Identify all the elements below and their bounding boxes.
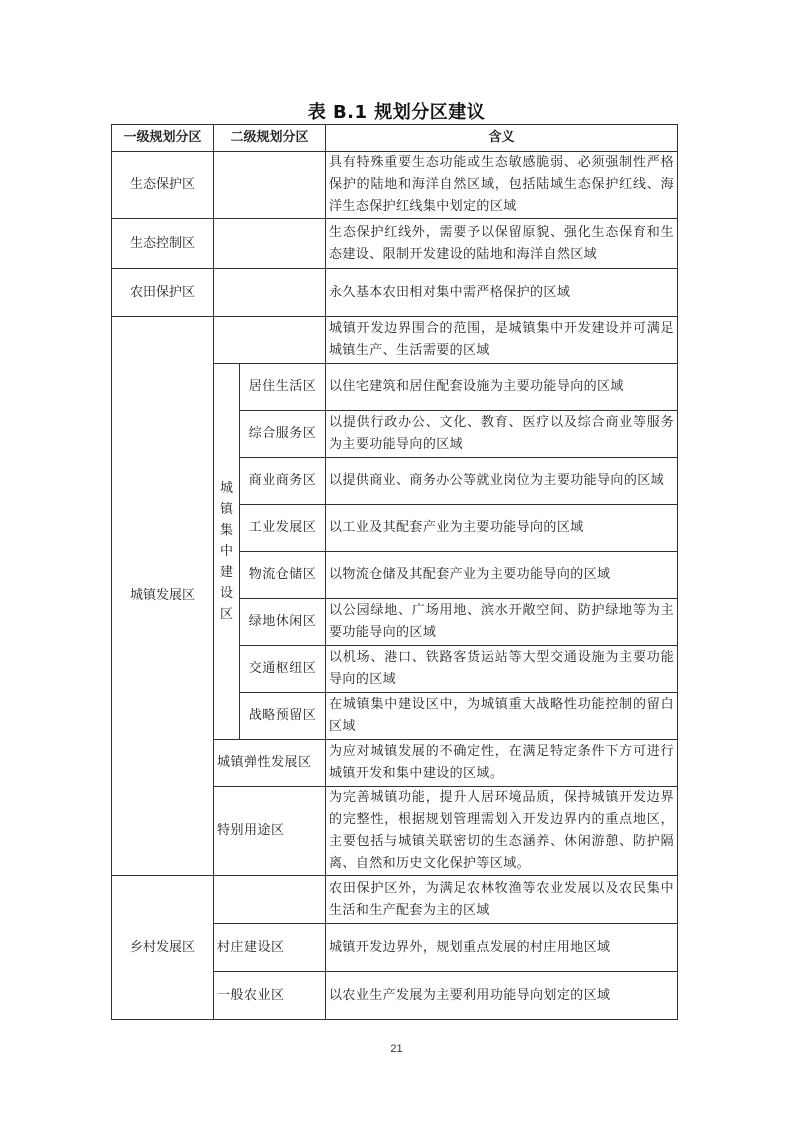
subzone-name: 工业发展区 [240,505,326,552]
description-cell: 以住宅建筑和居住配套设施为主要功能导向的区域 [326,364,678,411]
page-number: 21 [390,1043,403,1055]
description-cell: 城镇开发边界外，规划重点发展的村庄用地区域 [326,924,678,972]
description-cell: 农田保护区外，为满足农林牧渔等农业发展以及农民集中生活和生产配套为主的区域 [326,876,678,924]
description-cell: 具有特殊重要生态功能或生态敏感脆弱、必须强制性严格保护的陆地和海洋自然区域，包括陆域生态保护红线、海洋生态保护红线集中划定的区域 [326,152,678,219]
description-cell: 城镇开发边界围合的范围，是城镇集中开发建设并可满足城镇生产、生活需要的区域 [326,317,678,364]
description-cell: 以提供商业、商务办公等就业岗位为主要功能导向的区域 [326,458,678,505]
header-meaning: 含义 [326,125,678,152]
level1-cell: 生态控制区 [112,219,214,269]
level2-cell [214,152,326,219]
subzone-name: 绿地休闲区 [240,599,326,646]
header-row [112,125,678,152]
level2-cell: 一般农业区 [214,972,326,1020]
table-row [112,269,678,317]
subzone-name: 战略预留区 [240,693,326,740]
table-row [112,317,678,364]
level2-cell: 村庄建设区 [214,924,326,972]
level1-cell-urban: 城镇发展区 [112,317,214,876]
description-cell: 生态保护红线外，需要予以保留原貌、强化生态保育和生态建设、限制开发建设的陆地和海洋自然区域 [326,219,678,269]
description-cell: 为应对城镇发展的不确定性，在满足特定条件下方可进行城镇开发和集中建设的区域。 [326,740,678,787]
header-level2: 二级规划分区 [214,125,326,152]
zoning-table [111,124,678,1020]
description-cell: 以农业生产发展为主要利用功能导向划定的区域 [326,972,678,1020]
table-title: 表 B.1 规划分区建议 [307,102,486,123]
description-cell: 以机场、港口、铁路客货运站等大型交通设施为主要功能导向的区域 [326,646,678,693]
description-cell: 以物流仓储及其配套产业为主要功能导向的区域 [326,552,678,599]
level2-cell [214,219,326,269]
concentrated-zone-label: 城镇集中建设区 [220,480,234,622]
description-cell: 以工业及其配套产业为主要功能导向的区域 [326,505,678,552]
description-cell: 为完善城镇功能，提升人居环境品质，保持城镇开发边界的完整性，根据规划管理需划入开发边界内的重点地区，主要包括与城镇关联密切的生态涵养、休闲游憩、防护隔离、自然和历史文化保护等区域。 [326,787,678,876]
level1-cell-rural: 乡村发展区 [112,876,214,1020]
subzone-name: 商业商务区 [240,458,326,505]
level2-cell: 城镇弹性发展区 [214,740,326,787]
subzone-name: 物流仓储区 [240,552,326,599]
description-cell: 以提供行政办公、文化、教育、医疗以及综合商业等服务为主要功能导向的区域 [326,411,678,458]
description-cell: 在城镇集中建设区中，为城镇重大战略性功能控制的留白区域 [326,693,678,740]
description-cell: 以公园绿地、广场用地、滨水开敞空间、防护绿地等为主要功能导向的区域 [326,599,678,646]
level1-cell: 农田保护区 [112,269,214,317]
level2-cell [214,317,326,364]
subzone-name: 交通枢纽区 [240,646,326,693]
subzone-name: 综合服务区 [240,411,326,458]
table-row [112,152,678,219]
description-cell: 永久基本农田相对集中需严格保护的区域 [326,269,678,317]
level2-cell [214,876,326,924]
level2-cell: 特别用途区 [214,787,326,876]
subzone-name: 居住生活区 [240,364,326,411]
table-row [112,219,678,269]
header-level1: 一级规划分区 [112,125,214,152]
level2-cell [214,269,326,317]
level1-cell: 生态保护区 [112,152,214,219]
table-row [112,876,678,924]
concentrated-zone-cell [214,364,240,740]
